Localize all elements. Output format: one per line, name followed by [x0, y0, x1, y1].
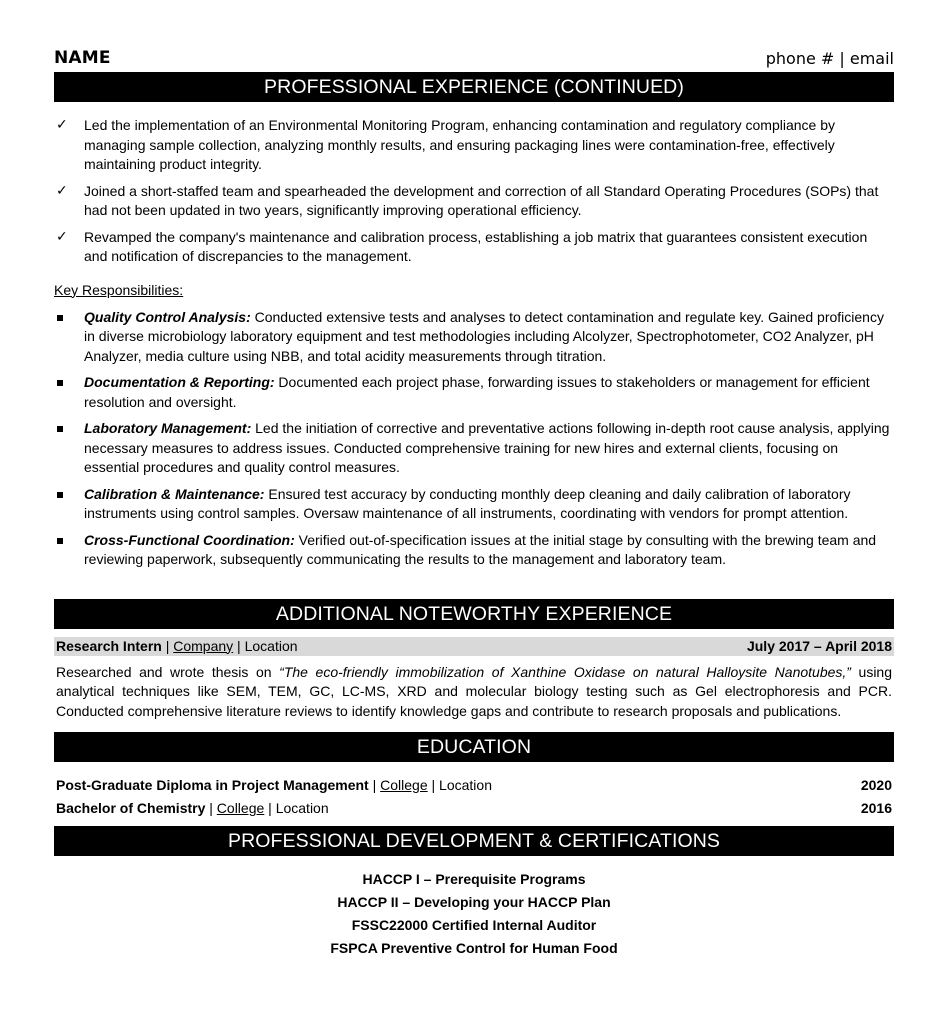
certification-item: HACCP II – Developing your HACCP Plan [337, 894, 611, 910]
section-header-certifications: PROFESSIONAL DEVELOPMENT & CERTIFICATIONS [54, 826, 894, 856]
education-heading [56, 799, 329, 818]
separator: | [205, 800, 217, 816]
list-item [54, 228, 894, 267]
checkmark-icon: ✓ [56, 117, 68, 133]
list-item [54, 373, 894, 412]
description-text: Researched and wrote thesis on [56, 663, 280, 680]
list-item [54, 308, 894, 367]
job-description [54, 663, 894, 722]
candidate-name: NAME [54, 48, 111, 68]
achievement-text: Led the implementation of an Environmental Monitoring Program, enhancing contamination and regulatory compliance by managing sample collection, analyzing monthly results, and ensuring packaging lines were contamination-free, effectively maintaining product integrity. [84, 117, 835, 172]
separator: | [368, 777, 381, 793]
certification-item: FSPCA Preventive Control for Human Food [330, 940, 618, 956]
responsibility-text: Conducted extensive tests and analyses to detect contamination and regulate key. Gained proficiency in diverse microbiology laboratory equipment and test methodologies including Alcolyzer, Spectrophotometer, CO2 Analyzer, pH Analyzer, media culture using NBB, and total acidity measurements through titration. [84, 308, 884, 364]
education-heading [56, 776, 492, 795]
list-item [54, 182, 894, 221]
square-bullet-icon [57, 538, 63, 544]
resume-page [54, 44, 894, 962]
degree-name: Bachelor of Chemistry [56, 800, 206, 816]
list-item [54, 419, 894, 478]
section-header-professional-experience: PROFESSIONAL EXPERIENCE (CONTINUED) [54, 72, 894, 102]
job-title-row [54, 637, 894, 656]
separator: | [161, 637, 174, 654]
job-dates: July 2017 – April 2018 [746, 637, 892, 654]
education-list [54, 776, 894, 818]
responsibility-text: Verified out-of-specification issues at the initial stage by consulting with the brewing team and reviewing paperwork, subsequently communicating the results to the management and laboratory team. [84, 531, 877, 567]
square-bullet-icon [57, 426, 63, 432]
job-heading [56, 637, 298, 656]
section-header-additional-experience: ADDITIONAL NOTEWORTHY EXPERIENCE [54, 599, 894, 629]
job-role: Research Intern [56, 637, 162, 654]
responsibility-title: Quality Control Analysis: [84, 308, 251, 325]
responsibility-title: Calibration & Maintenance: [84, 485, 265, 502]
achievement-text: Joined a short-staffed team and spearheaded the development and correction of all Standard Operating Procedures (SOPs) that had not been updated in two years, significantly improving operational efficiency. [84, 182, 879, 218]
list-item [54, 531, 894, 570]
school-location: | Location [264, 800, 329, 816]
square-bullet-icon [57, 492, 63, 498]
list-item [54, 116, 894, 175]
header [54, 44, 894, 68]
graduation-year: 2020 [860, 777, 892, 793]
responsibility-text: Led the initiation of corrective and preventative actions following in-depth root cause analysis, applying necessary measures to address issues. Conducted comprehensive training for new hires and external clients, focusing on essential procedures and quality control measures. [84, 420, 890, 475]
responsibility-text: Ensured test accuracy by conducting monthly deep cleaning and daily calibration of laboratory instruments using control samples. Oversaw maintenance of all instruments, coordinating with vendors for prompt attention. [84, 485, 851, 521]
responsibility-text: Documented each project phase, forwarding issues to stakeholders or management for efficient resolution and oversight. [84, 374, 870, 410]
key-responsibilities-label: Key Responsibilities: [54, 281, 184, 298]
school-name: College [380, 777, 428, 793]
square-bullet-icon [57, 315, 63, 321]
education-entry [54, 776, 894, 795]
square-bullet-icon [57, 380, 63, 386]
job-location: | Location [233, 637, 298, 654]
company-name: Company [173, 637, 234, 654]
list-item [54, 485, 894, 524]
description-text: using analytical techniques like SEM, TEM, GC, LC-MS, XRD and molecular biology testing such as Gel electrophoresis and PCR. Conducted comprehensive literature reviews to identify knowledge gaps and contribute to research proposals and publications. [56, 663, 893, 719]
contact-info: phone # | email [765, 49, 894, 68]
checkmark-icon: ✓ [56, 182, 68, 199]
certification-item: FSSC22000 Certified Internal Auditor [351, 917, 597, 933]
section-header-education: EDUCATION [54, 732, 894, 762]
degree-name: Post-Graduate Diploma in Project Management [56, 777, 369, 793]
certification-item: HACCP I – Prerequisite Programs [362, 871, 586, 887]
responsibility-title: Cross-Functional Coordination: [84, 531, 295, 548]
achievements-list [54, 116, 894, 267]
certifications-list [54, 870, 894, 958]
graduation-year: 2016 [860, 800, 892, 816]
school-name: College [216, 800, 265, 816]
school-location: | Location [427, 777, 492, 793]
achievement-text: Revamped the company's maintenance and calibration process, establishing a job matrix that guarantees consistent execution and notification of discrepancies to the management. [84, 228, 868, 264]
checkmark-icon: ✓ [56, 228, 68, 245]
responsibility-title: Documentation & Reporting: [84, 374, 275, 390]
responsibilities-list [54, 308, 894, 570]
education-entry [54, 799, 894, 818]
thesis-title: “The eco-friendly immobilization of Xanthine Oxidase on natural Halloysite Nanotubes,” [279, 663, 851, 680]
responsibility-title: Laboratory Management: [84, 420, 252, 436]
